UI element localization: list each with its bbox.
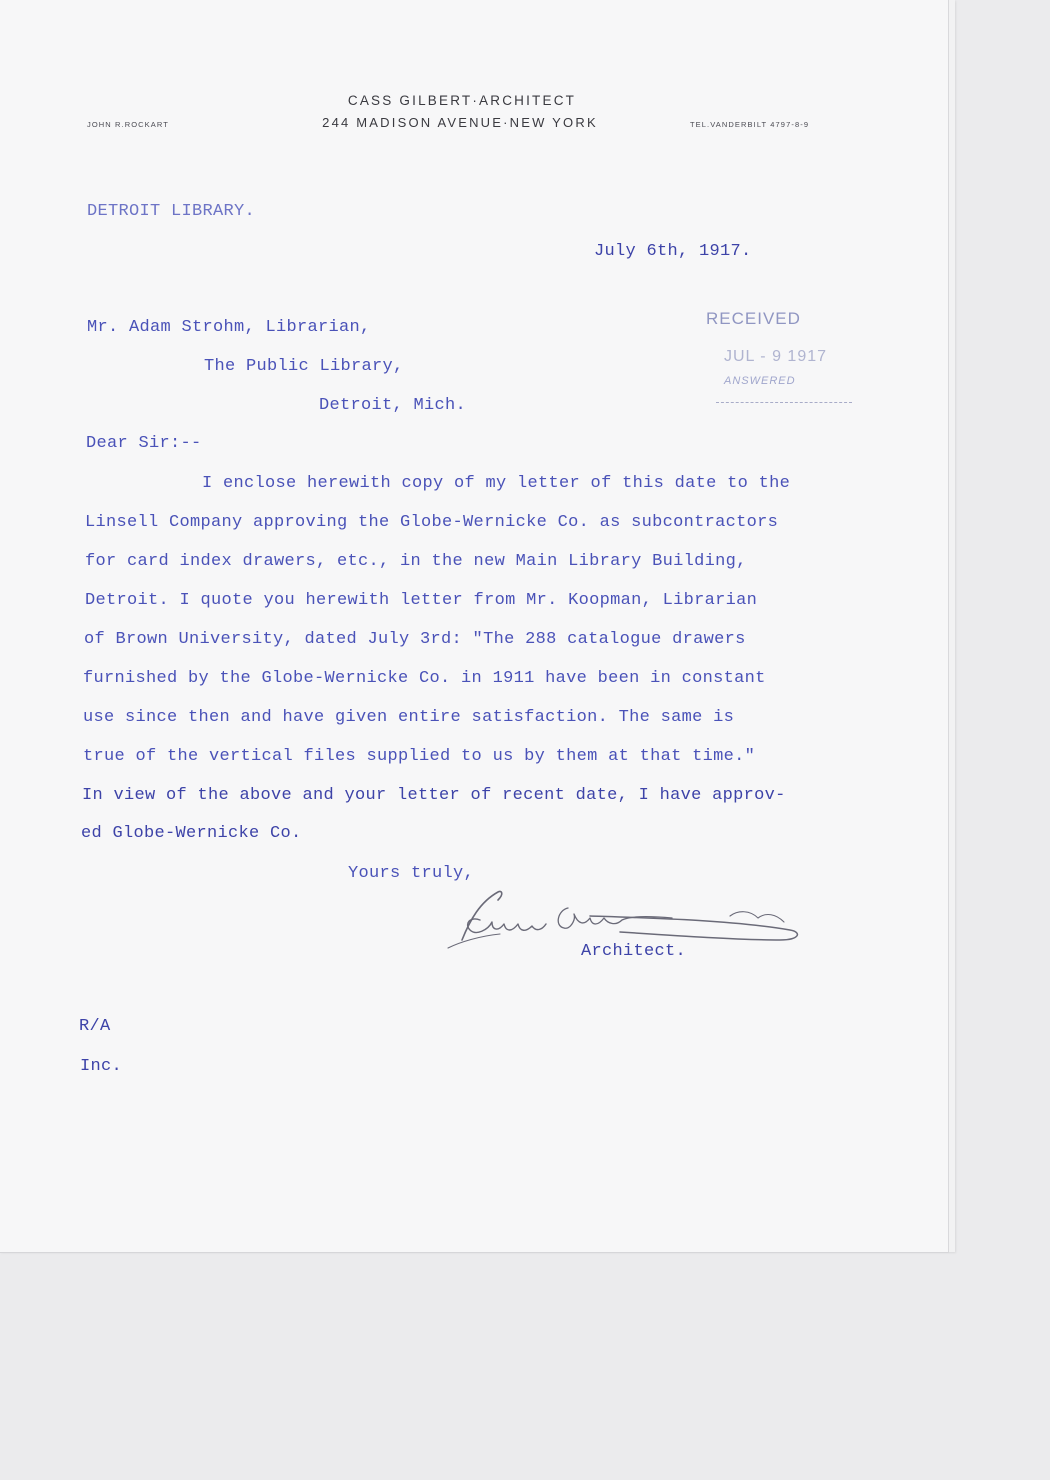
recipient-line-3: Detroit, Mich.: [319, 396, 467, 415]
stamp-rule: [716, 402, 852, 403]
body-line: Detroit. I quote you herewith letter from Mr. Koopman, Librarian: [85, 591, 758, 610]
recipient-line-1: Mr. Adam Strohm, Librarian,: [87, 318, 371, 337]
body-line: ed Globe-Wernicke Co.: [81, 824, 302, 843]
signature-title: Architect.: [581, 942, 687, 961]
letter-subject: DETROIT LIBRARY.: [87, 202, 256, 221]
letter-date: July 6th, 1917.: [594, 242, 752, 261]
body-line: furnished by the Globe-Wernicke Co. in 1911 have been in constant: [83, 669, 766, 688]
letterhead-left-name: JOHN R.ROCKART: [87, 120, 169, 129]
stamp-date-text: JUL - 9 1917: [724, 348, 828, 365]
body-line: use since then and have given entire satisfaction. The same is: [83, 708, 735, 727]
letterhead-telephone: TEL.VANDERBILT 4797-8-9: [690, 120, 810, 129]
initials: R/A: [79, 1017, 111, 1036]
letterhead-address: 244 MADISON AVENUE·NEW YORK: [322, 115, 598, 130]
stamp-answered-text: ANSWERED: [724, 375, 796, 387]
enclosure: Inc.: [80, 1057, 123, 1076]
body-line: In view of the above and your letter of recent date, I have approv-: [82, 786, 786, 805]
body-line: Linsell Company approving the Globe-Wernicke Co. as subcontractors: [85, 513, 779, 532]
stamp-received-text: RECEIVED: [706, 309, 801, 328]
body-line: I enclose herewith copy of my letter of this date to the: [202, 474, 791, 493]
body-line: true of the vertical files supplied to us by them at that time.": [83, 747, 756, 766]
received-stamp: [706, 306, 856, 416]
recipient-line-2: The Public Library,: [204, 357, 404, 376]
closing: Yours truly,: [348, 864, 475, 883]
salutation: Dear Sir:--: [86, 434, 202, 453]
letterhead-firm: CASS GILBERT·ARCHITECT: [347, 93, 577, 108]
body-line: of Brown University, dated July 3rd: "The 288 catalogue drawers: [84, 630, 746, 649]
body-line: for card index drawers, etc., in the new Main Library Building,: [85, 552, 747, 571]
